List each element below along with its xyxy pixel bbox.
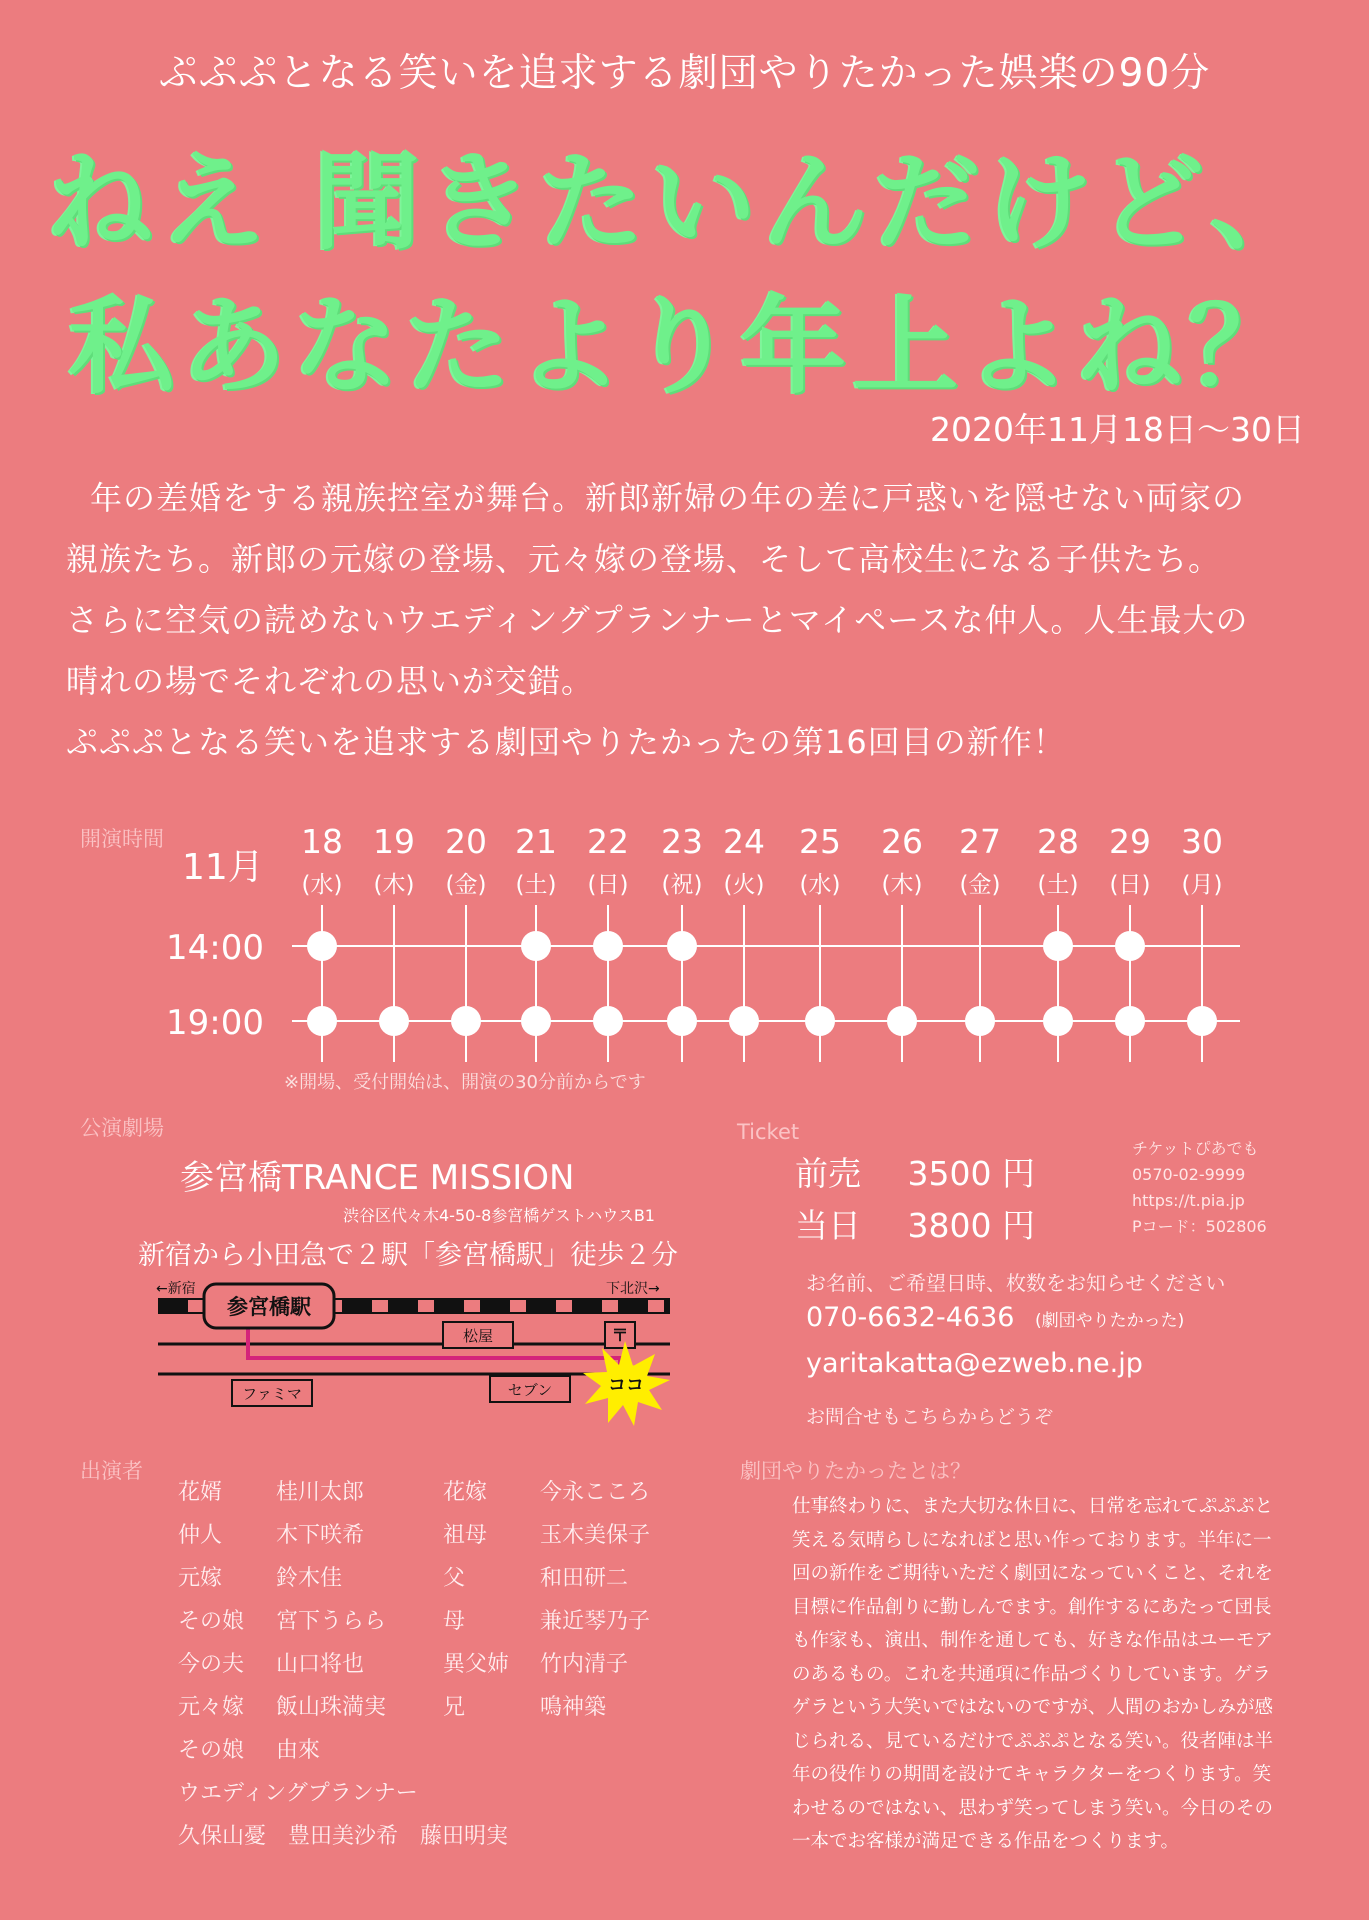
day-date: 23	[661, 822, 703, 861]
performance-dot-1900	[965, 1006, 995, 1036]
venue-name: 参宮橋TRANCE MISSION	[180, 1158, 575, 1198]
cast-actor: 竹内清子	[540, 1652, 629, 1677]
cast-actor: 桂川太郎	[276, 1480, 365, 1505]
cast-actor: 兼近琴乃子	[540, 1609, 651, 1634]
cast-role: 母	[443, 1609, 466, 1634]
schedule-label: 開演時間	[80, 827, 164, 851]
day-weekday: (祝)	[661, 872, 703, 898]
about-line: 笑える気晴らしになればと思い作っております。半年に一	[792, 1529, 1272, 1551]
inquiry-note: お問合せもこちらからどうぞ	[806, 1406, 1054, 1428]
performance-dot-1900	[521, 1006, 551, 1036]
cast-role: 兄	[443, 1695, 466, 1720]
planner-actors: 久保山憂 豊田美沙希 藤田明実	[178, 1824, 509, 1849]
here-label: ココ	[608, 1375, 644, 1396]
day-date: 27	[959, 822, 1001, 861]
cast-role: 父	[443, 1566, 466, 1591]
door-label: 当日	[795, 1206, 861, 1245]
cast-role: 元々嫁	[178, 1695, 245, 1720]
day-date: 19	[373, 822, 415, 861]
day-date: 24	[723, 822, 765, 861]
day-weekday: (日)	[587, 872, 629, 898]
cast-role: 今の夫	[178, 1652, 245, 1677]
performance-dot-1900	[729, 1006, 759, 1036]
cast-actor: 山口将也	[276, 1652, 365, 1677]
title-line-2: 私あなたより年上よね？	[68, 285, 1301, 408]
station-label: 参宮橋駅	[227, 1295, 311, 1319]
ticket-label: Ticket	[737, 1120, 800, 1144]
day-weekday: (土)	[1037, 872, 1079, 898]
month-label: 11月	[182, 847, 264, 888]
performance-dot-1900	[593, 1006, 623, 1036]
day-weekday: (金)	[959, 872, 1001, 898]
performance-dot-1900	[1115, 1006, 1145, 1036]
performance-dot-1900	[667, 1006, 697, 1036]
day-date: 29	[1109, 822, 1151, 861]
cast-actor: 木下咲希	[276, 1523, 365, 1548]
day-date: 20	[445, 822, 487, 861]
venue-label: 公演劇場	[80, 1116, 164, 1140]
day-date: 28	[1037, 822, 1079, 861]
cast-actor: 由來	[276, 1738, 321, 1763]
matsuya-label: 松屋	[462, 1327, 494, 1345]
venue-access: 新宿から小田急で２駅「参宮橋駅」徒歩２分	[138, 1240, 678, 1271]
about-line: のあるもの。これを共通項に作品づくりしています。ゲラ	[792, 1663, 1271, 1685]
seven-label: セブン	[507, 1381, 553, 1399]
time-label: 19:00	[166, 1003, 264, 1043]
about-text	[792, 1490, 1292, 1859]
about-line: 回の新作をご期待いただく劇団になっていくこと、それを	[792, 1563, 1274, 1584]
post-office-icon: 〒	[611, 1326, 629, 1346]
day-weekday: (木)	[373, 872, 415, 898]
cast-role: 異父姉	[443, 1652, 510, 1677]
description-line: 晴れの場でそれぞれの思いが交錯。	[66, 662, 595, 700]
venue-address: 渋谷区代々木4-50-8参宮橋ゲストハウスB1	[343, 1206, 655, 1225]
day-weekday: (水)	[301, 872, 343, 898]
day-weekday: (水)	[799, 872, 841, 898]
title-line-1: ねえ 聞きたいんだけど、	[47, 141, 1322, 264]
pia-url[interactable]: https://t.pia.jp	[1132, 1191, 1245, 1210]
cast-label: 出演者	[80, 1459, 143, 1483]
route-line	[248, 1324, 620, 1376]
description-line: 年の差婚をする親族控室が舞台。新郎新婦の年の差に戸惑いを隠せない両家の	[90, 479, 1246, 517]
cast-actor: 玉木美保子	[540, 1523, 651, 1548]
about-line: 仕事終わりに、また大切な休日に、日常を忘れてぷぷぷと	[792, 1496, 1274, 1517]
about-line: じられる、見ているだけでぷぷぷとなる笑い。役者陣は半	[792, 1730, 1274, 1752]
cast-actor: 和田研二	[540, 1566, 629, 1591]
day-weekday: (日)	[1109, 872, 1151, 898]
performance-dot-1400	[667, 931, 697, 961]
cast-role: その娘	[178, 1738, 245, 1763]
cast-actor: 飯山珠満実	[276, 1695, 387, 1720]
performance-dot-1900	[451, 1006, 481, 1036]
performance-dot-1900	[805, 1006, 835, 1036]
description-line: ぷぷぷとなる笑いを追求する劇団やりたかったの第16回目の新作！	[66, 723, 1066, 761]
day-weekday: (金)	[445, 872, 487, 898]
about-line: も作家も、演出、制作を通しても、好きな作品はユーモア	[792, 1630, 1274, 1651]
advance-price: 3500 円	[907, 1154, 1035, 1193]
performance-dot-1900	[887, 1006, 917, 1036]
phone-row	[806, 1302, 1184, 1333]
phone-number[interactable]: 070-6632-4636	[806, 1302, 1015, 1333]
planner-role: ウエディングプランナー	[178, 1781, 418, 1806]
cast-actor: 今永こころ	[540, 1480, 651, 1505]
door-price-row	[795, 1200, 1035, 1247]
run-dates: 2020年11月18日〜30日	[930, 410, 1305, 449]
pia-line: チケットぴあでも	[1132, 1139, 1259, 1158]
cast-role: 祖母	[443, 1523, 488, 1548]
day-weekday: (土)	[515, 872, 557, 898]
about-line: 目標に作品創りに勤しんでます。創作するにあたって団長	[792, 1596, 1272, 1618]
pia-code: Pコード：502806	[1132, 1217, 1267, 1236]
day-date: 25	[799, 822, 841, 861]
phone-note: (劇団やりたかった)	[1035, 1311, 1185, 1331]
cast-role: 仲人	[178, 1523, 223, 1548]
day-date: 22	[587, 822, 629, 861]
performance-dot-1400	[1043, 931, 1073, 961]
day-date: 18	[301, 822, 343, 861]
description-line: 親族たち。新郎の元嫁の登場、元々嫁の登場、そして高校生になる子供たち。	[66, 540, 1222, 578]
advance-price-row	[795, 1148, 1035, 1195]
cast-role: 花婿	[178, 1480, 223, 1505]
day-weekday: (月)	[1181, 872, 1223, 898]
description-line: さらに空気の読めないウエディングプランナーとマイペースな仲人。人生最大の	[66, 601, 1249, 639]
access-map	[150, 1276, 680, 1431]
performance-dot-1400	[521, 931, 551, 961]
advance-label: 前売	[795, 1154, 861, 1193]
performance-dot-1900	[1187, 1006, 1217, 1036]
about-line: わせるのではない、思わず笑ってしまう笑い。今日のその	[792, 1797, 1274, 1819]
about-label: 劇団やりたかったとは？	[740, 1459, 971, 1483]
door-price: 3800 円	[907, 1206, 1035, 1245]
performance-dot-1900	[307, 1006, 337, 1036]
performance-dot-1400	[307, 931, 337, 961]
performance-dot-1900	[1043, 1006, 1073, 1036]
day-weekday: (火)	[723, 872, 765, 898]
cast-role: 元嫁	[178, 1566, 223, 1591]
time-label: 14:00	[166, 928, 264, 968]
right-direction: 下北沢→	[606, 1281, 660, 1297]
pia-info	[1132, 1136, 1267, 1240]
performance-dot-1400	[593, 931, 623, 961]
schedule-note: ※開場、受付開始は、開演の30分前からです	[284, 1072, 646, 1093]
pia-phone: 0570-02-9999	[1132, 1165, 1246, 1184]
subtitle: ぷぷぷとなる笑いを追求する劇団やりたかった娯楽の90分	[158, 51, 1211, 96]
performance-dot-1400	[1115, 931, 1145, 961]
day-date: 30	[1181, 822, 1223, 861]
cast-actor: 宮下うらら	[276, 1609, 387, 1634]
cast-actor: 鳴神築	[540, 1695, 607, 1720]
day-date: 21	[515, 822, 557, 861]
day-date: 26	[881, 822, 923, 861]
cast-actor: 鈴木佳	[276, 1566, 343, 1591]
performance-dot-1900	[379, 1006, 409, 1036]
famima-label: ファミマ	[242, 1385, 302, 1403]
about-line: 年の役作りの期間を設けてキャラクターをつくります。笑	[792, 1764, 1272, 1785]
day-weekday: (木)	[881, 872, 923, 898]
about-line: ゲラという大笑いではないのですが、人間のおかしみが感	[792, 1697, 1274, 1718]
ticket-instruction: お名前、ご希望日時、枚数をお知らせください	[806, 1271, 1226, 1295]
left-direction: ←新宿	[156, 1281, 196, 1297]
cast-role: その娘	[178, 1609, 245, 1634]
cast-role: 花嫁	[443, 1480, 488, 1505]
about-line: 一本でお客様が満足できる作品をつくります。	[792, 1831, 1180, 1852]
email-address[interactable]: yaritakatta@ezweb.ne.jp	[806, 1348, 1143, 1379]
